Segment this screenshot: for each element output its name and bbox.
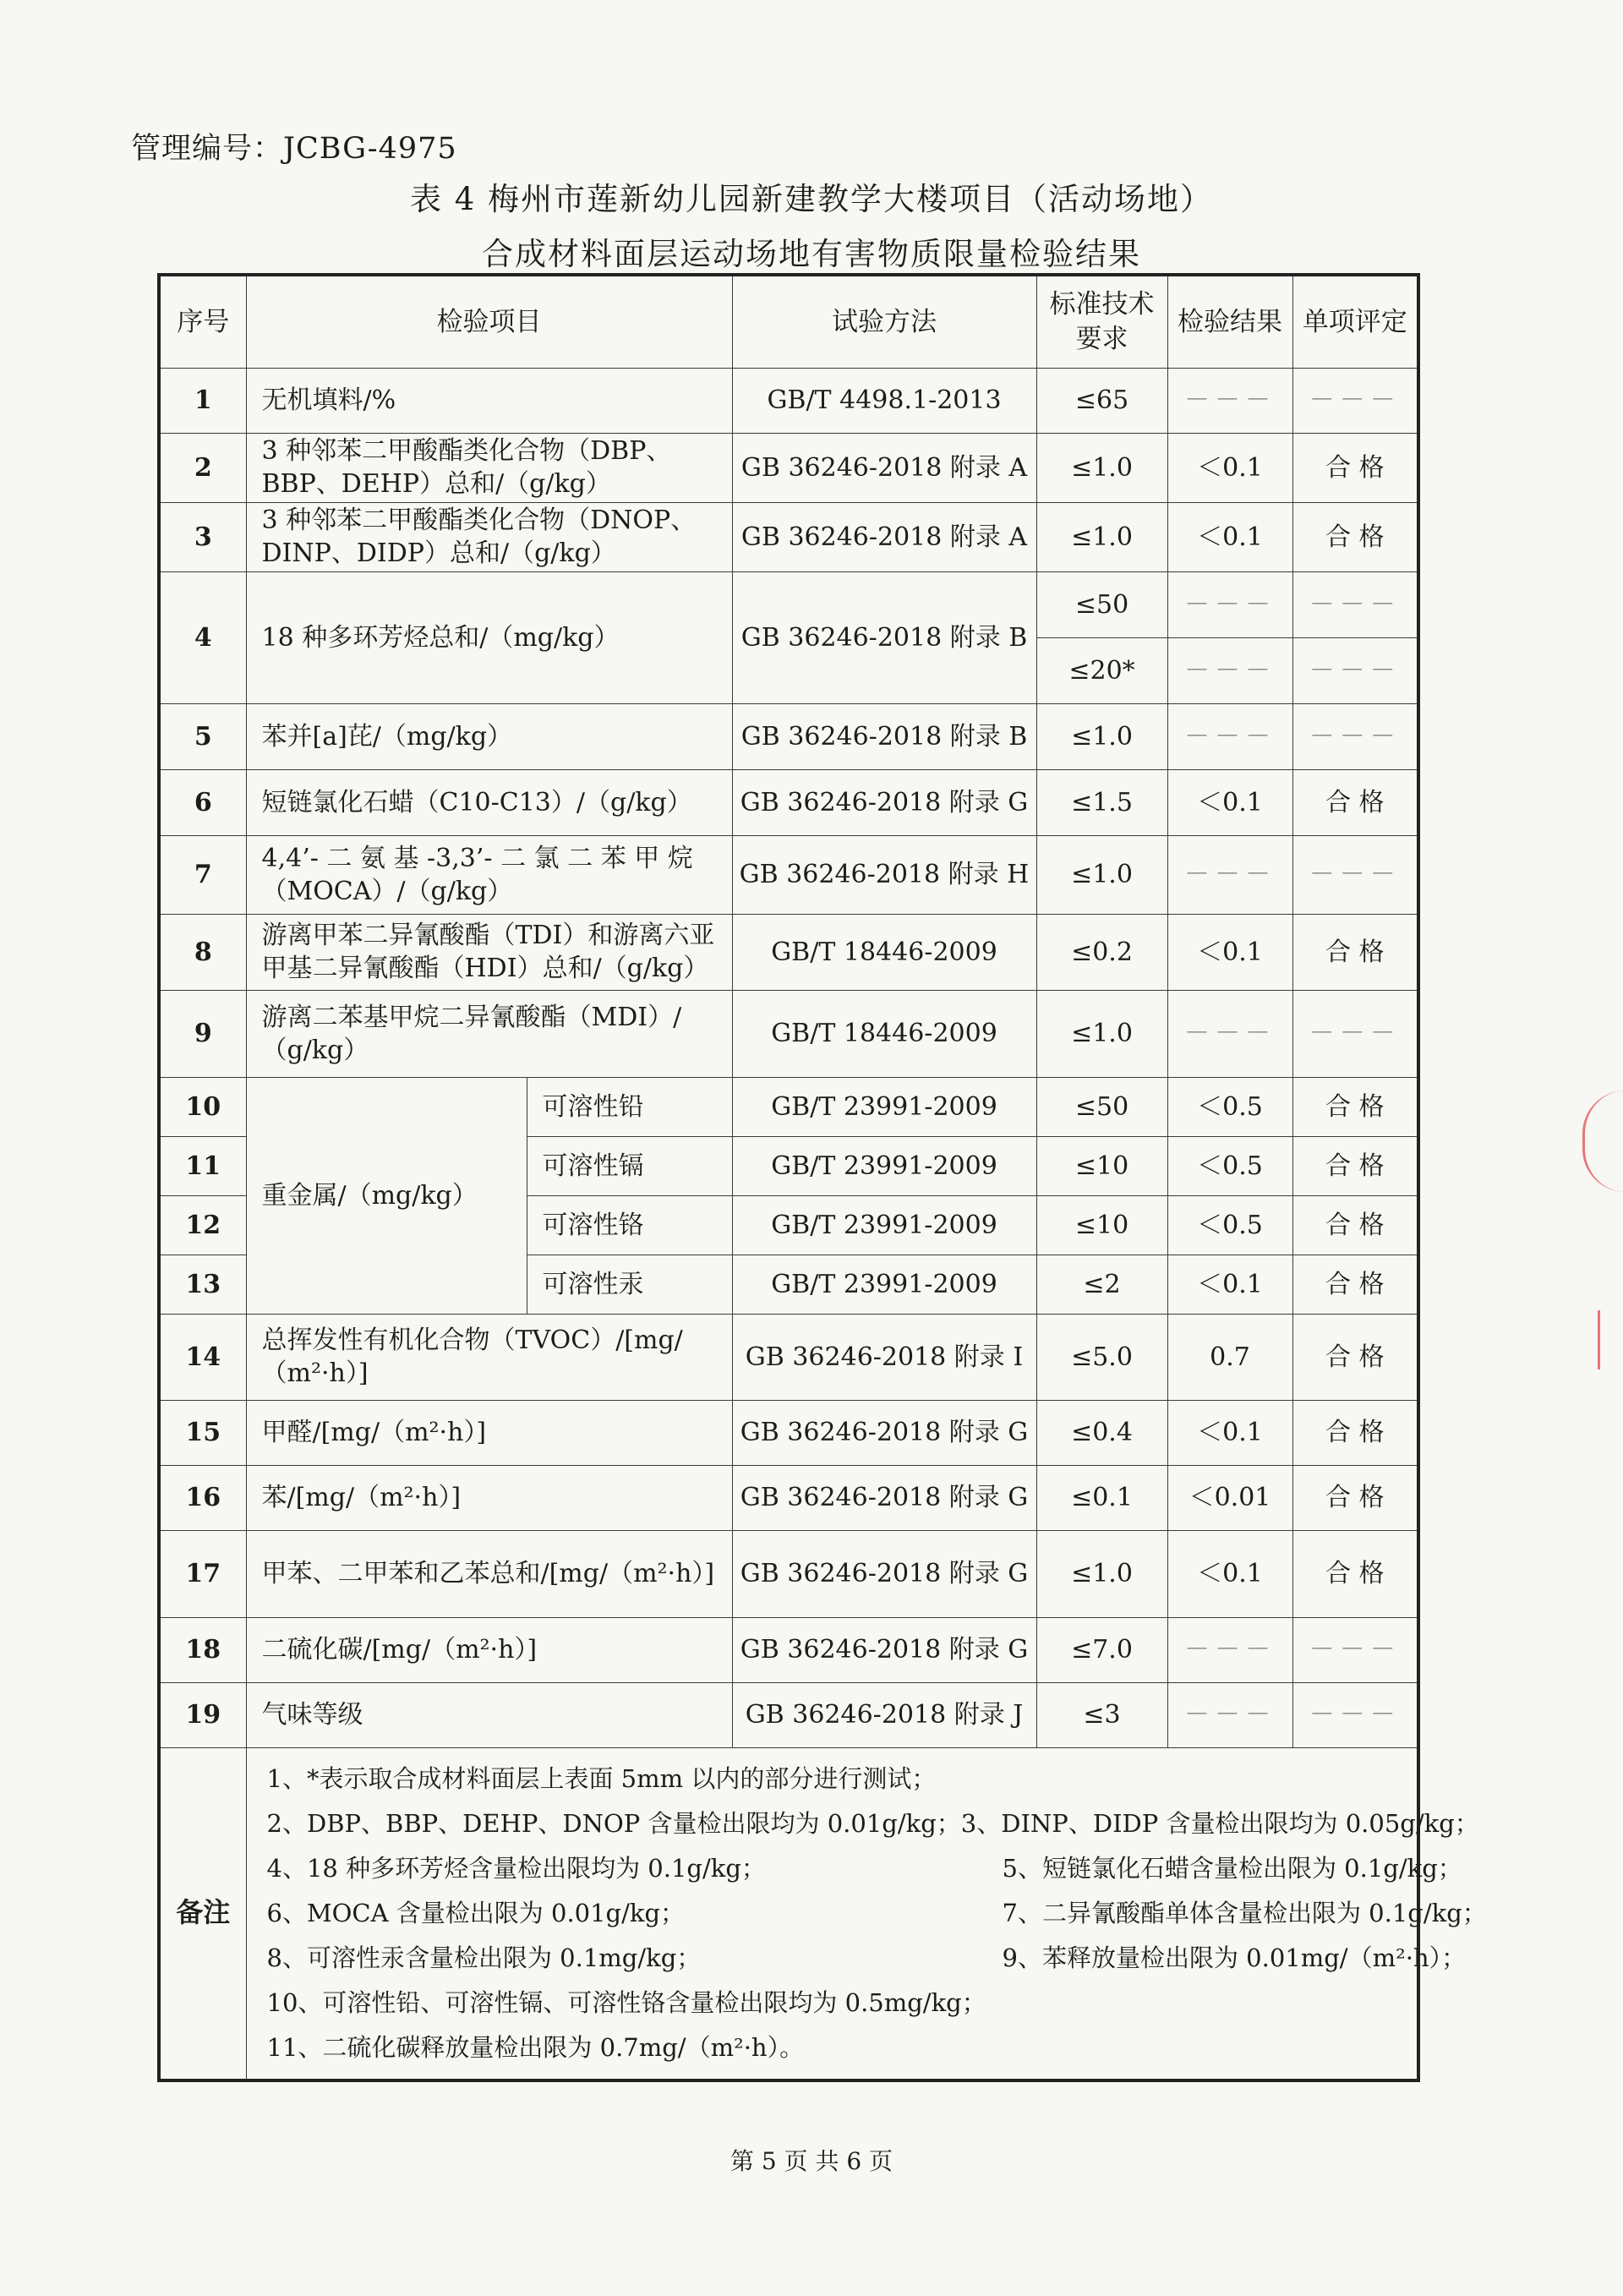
row-evaluation: －－－ xyxy=(1292,1617,1418,1682)
row-result: 0.7 xyxy=(1167,1314,1292,1400)
notes-label: 备注 xyxy=(159,1747,246,2080)
row-result: －－－ xyxy=(1167,368,1292,433)
header-item: 检验项目 xyxy=(246,275,732,368)
row-result: －－－ xyxy=(1167,1617,1292,1682)
row-no: 9 xyxy=(159,990,246,1077)
row-method: GB/T 4498.1-2013 xyxy=(732,368,1036,433)
row-no: 16 xyxy=(159,1465,246,1530)
row-no: 4 xyxy=(159,571,246,703)
row-requirement: ≤1.0 xyxy=(1036,990,1167,1077)
row-method: GB 36246-2018 附录 I xyxy=(732,1314,1036,1400)
table-row xyxy=(159,368,1418,433)
row-item: 无机填料/% xyxy=(246,368,732,433)
results-table xyxy=(157,273,1487,2082)
row-no: 11 xyxy=(159,1136,246,1195)
row-group-heavy-metals: 重金属/（mg/kg） xyxy=(246,1077,527,1314)
row-method: GB/T 18446-2009 xyxy=(732,990,1036,1077)
row-result: ＜0.5 xyxy=(1167,1077,1292,1136)
row-evaluation: 合 格 xyxy=(1292,1136,1418,1195)
row-requirement: ≤1.0 xyxy=(1036,835,1167,914)
row-evaluation: 合 格 xyxy=(1292,1314,1418,1400)
row-result: －－－ xyxy=(1167,990,1292,1077)
note-8: 8、可溶性汞含量检出限为 0.1mg/kg； xyxy=(266,1943,702,1972)
row-result: ＜0.1 xyxy=(1167,1400,1292,1465)
row-evaluation: 合 格 xyxy=(1292,1077,1418,1136)
row-method: GB/T 18446-2009 xyxy=(732,914,1036,990)
row-result: ＜0.1 xyxy=(1167,1255,1292,1314)
row-item: 4,4’- 二 氨 基 -3,3’- 二 氯 二 苯 甲 烷（MOCA）/（g/kg） xyxy=(246,835,732,914)
red-seal-mark xyxy=(1582,1091,1623,1192)
note-line-8-9 xyxy=(266,1936,1467,1981)
row-evaluation: －－－ xyxy=(1292,703,1418,769)
note-line-4-5 xyxy=(266,1846,1462,1891)
row-item: 可溶性铬 xyxy=(527,1195,732,1255)
row-evaluation: －－－ xyxy=(1292,368,1418,433)
page-footer: 第 5 页 共 6 页 xyxy=(730,2147,893,2175)
row-evaluation: 合 格 xyxy=(1292,1530,1418,1617)
row-no: 18 xyxy=(159,1617,246,1682)
row-item: 可溶性镉 xyxy=(527,1136,732,1195)
table-row xyxy=(159,1682,1418,1747)
row-method: GB 36246-2018 附录 G xyxy=(732,1465,1036,1530)
row-requirement: ≤1.0 xyxy=(1036,433,1167,502)
row-result: ＜0.5 xyxy=(1167,1136,1292,1195)
row-requirement: ≤0.2 xyxy=(1036,914,1167,990)
row-method: GB/T 23991-2009 xyxy=(732,1077,1036,1136)
row-method: GB 36246-2018 附录 G xyxy=(732,769,1036,835)
note-line-6-7 xyxy=(266,1891,1487,1936)
notes-content xyxy=(246,1747,1487,2080)
row-no: 15 xyxy=(159,1400,246,1465)
row-method: GB/T 23991-2009 xyxy=(732,1195,1036,1255)
table-row xyxy=(159,990,1418,1077)
row-evaluation: 合 格 xyxy=(1292,1195,1418,1255)
row-result: －－－ xyxy=(1167,1682,1292,1747)
table-row xyxy=(159,1617,1418,1682)
header-row xyxy=(159,275,1418,368)
row-no: 3 xyxy=(159,502,246,571)
row-no: 1 xyxy=(159,368,246,433)
header-method: 试验方法 xyxy=(732,275,1036,368)
row-evaluation: 合 格 xyxy=(1292,502,1418,571)
header-result: 检验结果 xyxy=(1167,275,1292,368)
row-evaluation: 合 格 xyxy=(1292,769,1418,835)
header-no: 序号 xyxy=(159,275,246,368)
row-method: GB 36246-2018 附录 G xyxy=(732,1530,1036,1617)
note-1: 1、*表示取合成材料面层上表面 5mm 以内的部分进行测试； xyxy=(266,1763,937,1793)
table-row xyxy=(159,769,1418,835)
row-result: ＜0.1 xyxy=(1167,433,1292,502)
row-item: 游离甲苯二异氰酸酯（TDI）和游离六亚甲基二异氰酸酯（HDI）总和/（g/kg） xyxy=(246,914,732,990)
row-result: －－－ xyxy=(1167,703,1292,769)
row-result: －－－ xyxy=(1167,835,1292,914)
header-requirement: 标准技术要求 xyxy=(1036,275,1167,368)
row-method: GB 36246-2018 附录 G xyxy=(732,1617,1036,1682)
header-evaluation: 单项评定 xyxy=(1292,275,1418,368)
table-row xyxy=(159,502,1418,571)
row-requirement: ≤5.0 xyxy=(1036,1314,1167,1400)
row-result: －－－ xyxy=(1167,571,1292,637)
row-requirement: ≤1.0 xyxy=(1036,1530,1167,1617)
row-result: －－－ xyxy=(1167,637,1292,703)
row-result: ＜0.1 xyxy=(1167,502,1292,571)
row-no: 6 xyxy=(159,769,246,835)
row-method: GB 36246-2018 附录 A xyxy=(732,433,1036,502)
row-item: 3 种邻苯二甲酸酯类化合物（DBP、BBP、DEHP）总和/（g/kg） xyxy=(246,433,732,502)
row-evaluation: 合 格 xyxy=(1292,1255,1418,1314)
row-evaluation: －－－ xyxy=(1292,637,1418,703)
row-evaluation: 合 格 xyxy=(1292,433,1418,502)
row-item: 可溶性汞 xyxy=(527,1255,732,1314)
row-requirement: ≤0.4 xyxy=(1036,1400,1167,1465)
row-method: GB 36246-2018 附录 B xyxy=(732,571,1036,703)
row-no: 13 xyxy=(159,1255,246,1314)
row-requirement: ≤10 xyxy=(1036,1136,1167,1195)
table-row xyxy=(159,914,1418,990)
row-requirement: ≤7.0 xyxy=(1036,1617,1167,1682)
row-item: 甲苯、二甲苯和乙苯总和/[mg/（m²·h）] xyxy=(246,1530,732,1617)
row-result: ＜0.01 xyxy=(1167,1465,1292,1530)
note-9: 9、苯释放量检出限为 0.01mg/（m²·h）； xyxy=(1002,1943,1467,1972)
note-4: 4、18 种多环芳烃含量检出限均为 0.1g/kg； xyxy=(266,1853,766,1883)
note-11: 11、二硫化碳释放量检出限为 0.7mg/（m²·h）。 xyxy=(266,2032,805,2062)
row-no: 17 xyxy=(159,1530,246,1617)
row-requirement: ≤65 xyxy=(1036,368,1167,433)
table-row xyxy=(159,1077,1418,1136)
table-subtitle: 合成材料面层运动场地有害物质限量检验结果 xyxy=(482,236,1141,272)
row-requirement: ≤50 xyxy=(1036,1077,1167,1136)
row-item: 气味等级 xyxy=(246,1682,732,1747)
row-requirement: ≤0.1 xyxy=(1036,1465,1167,1530)
table-title: 表 4 梅州市莲新幼儿园新建教学大楼项目（活动场地） xyxy=(409,181,1214,217)
row-item: 苯并[a]芘/（mg/kg） xyxy=(246,703,732,769)
row-evaluation: 合 格 xyxy=(1292,1400,1418,1465)
row-no: 2 xyxy=(159,433,246,502)
row-method: GB 36246-2018 附录 G xyxy=(732,1400,1036,1465)
row-item: 二硫化碳/[mg/（m²·h）] xyxy=(246,1617,732,1682)
note-10: 10、可溶性铅、可溶性镉、可溶性铬含量检出限均为 0.5mg/kg； xyxy=(266,1987,986,2017)
row-requirement: ≤50 xyxy=(1036,571,1167,637)
row-method: GB 36246-2018 附录 J xyxy=(732,1682,1036,1747)
row-evaluation: －－－ xyxy=(1292,990,1418,1077)
management-number: 管理编号：JCBG-4975 xyxy=(131,132,457,166)
row-result: ＜0.1 xyxy=(1167,769,1292,835)
red-seal-mark xyxy=(1598,1310,1623,1369)
row-requirement: ≤10 xyxy=(1036,1195,1167,1255)
row-no: 14 xyxy=(159,1314,246,1400)
row-item: 游离二苯基甲烷二异氰酸酯（MDI）/（g/kg） xyxy=(246,990,732,1077)
row-result: ＜0.1 xyxy=(1167,914,1292,990)
note-2-3: 2、DBP、BBP、DEHP、DNOP 含量检出限均为 0.01g/kg；3、DINP、DIDP 含量检出限均为 0.05g/kg； xyxy=(266,1808,1479,1838)
row-evaluation: －－－ xyxy=(1292,835,1418,914)
row-method: GB 36246-2018 附录 B xyxy=(732,703,1036,769)
row-requirement: ≤2 xyxy=(1036,1255,1167,1314)
row-item: 甲醛/[mg/（m²·h）] xyxy=(246,1400,732,1465)
row-item: 可溶性铅 xyxy=(527,1077,732,1136)
note-6: 6、MOCA 含量检出限为 0.01g/kg； xyxy=(266,1898,686,1927)
row-item: 3 种邻苯二甲酸酯类化合物（DNOP、DINP、DIDP）总和/（g/kg） xyxy=(246,502,732,571)
note-7: 7、二异氰酸酯单体含量检出限为 0.1g/kg； xyxy=(1002,1898,1487,1927)
row-no: 10 xyxy=(159,1077,246,1136)
row-no: 19 xyxy=(159,1682,246,1747)
row-evaluation: 合 格 xyxy=(1292,1465,1418,1530)
row-no: 8 xyxy=(159,914,246,990)
row-evaluation: －－－ xyxy=(1292,571,1418,637)
notes-row xyxy=(159,1747,1418,2080)
note-5: 5、短链氯化石蜡含量检出限为 0.1g/kg； xyxy=(1002,1853,1462,1883)
table-row xyxy=(159,1314,1418,1400)
table-row xyxy=(159,1400,1418,1465)
row-evaluation: －－－ xyxy=(1292,1682,1418,1747)
row-requirement: ≤1.0 xyxy=(1036,703,1167,769)
table-row xyxy=(159,1530,1418,1617)
table-row xyxy=(159,835,1418,914)
row-no: 7 xyxy=(159,835,246,914)
row-item: 18 种多环芳烃总和/（mg/kg） xyxy=(246,571,732,703)
table-row xyxy=(159,703,1418,769)
row-item: 短链氯化石蜡（C10-C13）/（g/kg） xyxy=(246,769,732,835)
row-method: GB/T 23991-2009 xyxy=(732,1136,1036,1195)
row-requirement-surface: ≤20* xyxy=(1036,637,1167,703)
row-requirement: ≤1.5 xyxy=(1036,769,1167,835)
row-method: GB 36246-2018 附录 H xyxy=(732,835,1036,914)
row-requirement: ≤1.0 xyxy=(1036,502,1167,571)
row-method: GB/T 23991-2009 xyxy=(732,1255,1036,1314)
row-requirement: ≤3 xyxy=(1036,1682,1167,1747)
table-row xyxy=(159,433,1418,502)
row-method: GB 36246-2018 附录 A xyxy=(732,502,1036,571)
row-no: 12 xyxy=(159,1195,246,1255)
table-row xyxy=(159,1465,1418,1530)
row-evaluation: 合 格 xyxy=(1292,914,1418,990)
row-result: ＜0.1 xyxy=(1167,1530,1292,1617)
row-result: ＜0.5 xyxy=(1167,1195,1292,1255)
row-item: 总挥发性有机化合物（TVOC）/[mg/（m²·h）] xyxy=(246,1314,732,1400)
table-row xyxy=(159,571,1418,637)
row-item: 苯/[mg/（m²·h）] xyxy=(246,1465,732,1530)
row-no: 5 xyxy=(159,703,246,769)
